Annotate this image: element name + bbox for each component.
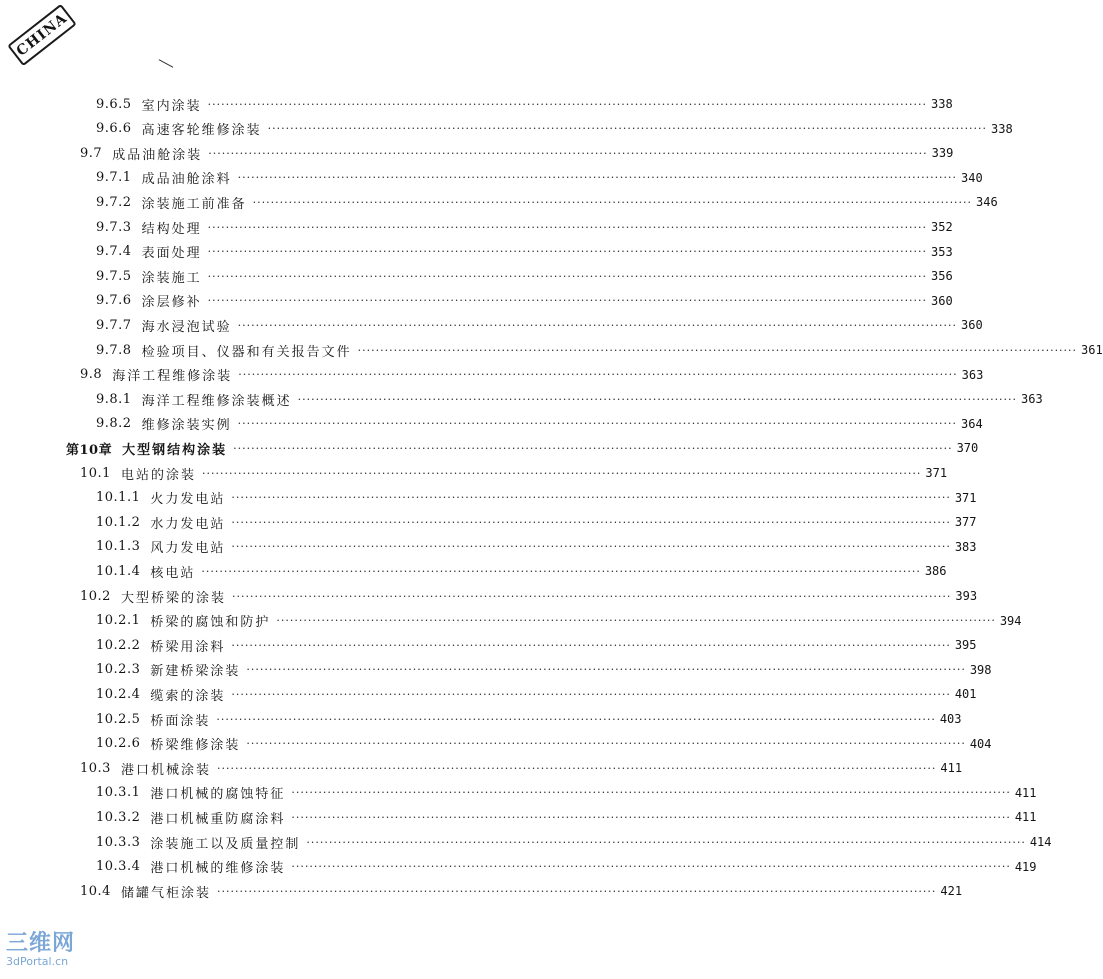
toc-entry	[96, 217, 953, 237]
toc-entry-title: 大型桥梁的涂装	[120, 590, 226, 606]
toc-entry-number: 第10章	[66, 442, 113, 458]
dot-leader: ································································································································································	[276, 614, 996, 628]
toc-entry-title: 涂装施工	[141, 270, 202, 286]
dot-leader: ································································································································································	[297, 392, 1018, 406]
toc-entry-title: 海洋工程维修涂装概述	[141, 393, 292, 409]
toc-entry	[96, 340, 1103, 360]
dot-leader: ································································································································································	[216, 884, 937, 898]
toc-entry	[96, 168, 983, 188]
toc-entry-title: 桥梁维修涂装	[150, 738, 241, 754]
toc-entry-page: 383	[954, 539, 977, 554]
toc-entry-number: 10.2.6	[96, 736, 141, 752]
toc-entry-page: 371	[954, 490, 977, 505]
toc-entry-title: 水力发电站	[150, 516, 226, 532]
toc-entry-page: 377	[954, 515, 977, 530]
toc-entry-number: 10.4	[80, 883, 111, 899]
toc-entry-page: 356	[931, 269, 953, 284]
dot-leader: ································································································································································	[216, 761, 937, 775]
toc-entry-title: 成品油舱涂装	[112, 147, 203, 163]
toc-entry-number: 9.7.5	[96, 268, 132, 284]
toc-entry-title: 涂装施工以及质量控制	[150, 836, 301, 852]
toc-entry	[96, 635, 977, 655]
dot-leader: ································································································································································	[208, 146, 928, 160]
toc-entry	[96, 807, 1037, 827]
toc-entry-number: 9.7.8	[96, 342, 132, 358]
toc-entry-title: 涂层修补	[141, 295, 202, 311]
toc-entry-title: 缆索的涂装	[150, 688, 226, 704]
dot-leader: ································································································································································	[207, 97, 928, 111]
toc-entry-page: 411	[940, 761, 963, 776]
toc-entry-title: 桥面涂装	[150, 713, 211, 729]
toc-entry-number: 10.1.4	[96, 563, 141, 579]
toc-entry-page: 414	[1029, 835, 1052, 849]
toc-entry	[96, 119, 1013, 139]
toc-entry-page: 338	[991, 121, 1013, 136]
toc-entry-number: 9.8.1	[96, 391, 132, 407]
toc-entry	[96, 291, 953, 311]
toc-entry-number: 10.3.2	[96, 809, 141, 825]
toc-entry-title: 室内涂装	[141, 98, 202, 114]
toc-entry-title: 涂装施工前准备	[141, 196, 247, 212]
toc-entry	[96, 242, 953, 262]
watermark-url: 3dPortal.cn	[6, 955, 69, 968]
toc-entry-title: 海洋工程维修涂装	[112, 369, 233, 385]
toc-entry-number: 9.6.5	[96, 96, 132, 112]
toc-entry-page: 395	[954, 638, 977, 653]
toc-entry-title: 桥梁用涂料	[150, 639, 226, 655]
toc-entry-title: 新建桥梁涂装	[150, 664, 241, 680]
toc-entry	[96, 783, 1037, 803]
toc-entry-title: 港口机械的腐蚀特征	[150, 787, 286, 803]
dot-leader: ································································································································································	[201, 466, 922, 480]
toc-entry-page: 371	[925, 466, 948, 480]
dot-leader: ································································································································································	[246, 737, 966, 751]
toc-entry-number: 10.1.2	[96, 514, 141, 530]
toc-entry-title: 港口机械重防腐涂料	[150, 811, 286, 827]
toc-entry	[80, 758, 963, 778]
toc-entry-number: 10.2	[80, 588, 111, 604]
toc-entry-title: 表面处理	[141, 246, 202, 262]
toc-entry-page: 352	[931, 220, 953, 234]
toc-entry-page: 363	[1021, 392, 1043, 407]
toc-entry-number: 9.7.4	[96, 244, 132, 260]
dot-leader: ································································································································································	[207, 220, 928, 234]
toc-entry-title: 港口机械的维修涂装	[150, 861, 286, 877]
toc-entry	[96, 684, 977, 704]
toc-entry-title: 成品油舱涂料	[141, 172, 232, 188]
pen-mark	[159, 59, 174, 67]
toc-entry	[96, 488, 977, 508]
china-stamp: CHINA	[7, 4, 77, 66]
toc-entry-number: 10.3	[80, 760, 111, 776]
dot-leader: ································································································································································	[231, 540, 951, 554]
toc-entry-number: 10.2.3	[96, 662, 141, 678]
toc-entry-title: 火力发电站	[150, 492, 226, 508]
toc-entry	[80, 586, 978, 606]
toc-entry-title: 海水浸泡试验	[141, 319, 232, 335]
dot-leader: ································································································································································	[207, 294, 928, 308]
toc-entry	[80, 365, 984, 385]
dot-leader: ································································································································································	[291, 860, 1011, 874]
dot-leader: ································································································································································	[237, 318, 958, 332]
toc-entry-title: 核电站	[150, 565, 196, 581]
dot-leader: ································································································································································	[237, 417, 958, 431]
dot-leader: ································································································································································	[238, 368, 958, 382]
watermark-logo: 三维网	[6, 931, 76, 956]
toc-entry-title: 大型钢结构涂装	[122, 442, 228, 458]
dot-leader: ································································································································································	[231, 589, 952, 603]
toc-entry	[96, 94, 953, 114]
toc-entry-number: 10.2.1	[96, 613, 141, 629]
dot-leader: ································································································································································	[231, 638, 951, 652]
toc-entry	[96, 537, 977, 557]
toc-entry-page: 421	[940, 884, 963, 899]
toc-entry-page: 370	[956, 441, 979, 456]
dot-leader: ································································································································································	[267, 122, 988, 136]
toc-entry-page: 346	[976, 195, 998, 210]
toc-entry-title: 风力发电站	[150, 541, 226, 557]
toc-entry	[80, 881, 963, 901]
dot-leader: ································································································································································	[291, 810, 1011, 824]
toc-entry-title: 储罐气柜涂装	[120, 885, 211, 901]
toc-entry	[96, 315, 983, 335]
toc-entry	[96, 857, 1037, 877]
toc-entry-number: 10.1.1	[96, 490, 141, 506]
toc-entry-number: 10.2.5	[96, 711, 141, 727]
watermark	[6, 926, 75, 968]
toc-entry-title: 结构处理	[141, 221, 202, 237]
toc-entry	[96, 734, 992, 754]
toc-entry-page: 338	[931, 97, 953, 111]
dot-leader: ································································································································································	[207, 269, 928, 283]
toc-entry	[96, 611, 1022, 631]
toc-entry-number: 10.2.2	[96, 637, 141, 653]
toc-entry	[66, 438, 979, 458]
dot-leader: ································································································································································	[237, 171, 958, 185]
toc-entry-page: 363	[961, 367, 984, 382]
toc-entry-number: 10.2.4	[96, 686, 141, 702]
toc-entry-number: 9.7.7	[96, 317, 132, 333]
toc-entry-title: 桥梁的腐蚀和防护	[150, 615, 271, 631]
toc-entry-number: 10.3.3	[96, 834, 141, 850]
toc-entry-title: 高速客轮维修涂装	[141, 123, 262, 139]
toc-entry-page: 353	[931, 244, 953, 259]
toc-entry-page: 393	[955, 589, 978, 603]
toc-entry	[96, 389, 1043, 409]
toc-entry-number: 9.8.2	[96, 416, 132, 432]
toc-entry-number: 10.1.3	[96, 539, 141, 555]
toc-entry	[96, 414, 983, 434]
dot-leader: ································································································································································	[207, 245, 928, 259]
toc-entry-title: 电站的涂装	[120, 467, 196, 483]
toc-entry-number: 9.8	[80, 367, 103, 383]
toc-entry-number: 9.7	[80, 145, 103, 161]
toc-entry-number: 10.3.4	[96, 859, 141, 875]
dot-leader: ································································································································································	[357, 343, 1078, 357]
toc-entry	[96, 832, 1052, 852]
toc-entry-number: 9.7.6	[96, 293, 132, 309]
dot-leader: ································································································································································	[306, 835, 1026, 849]
toc-entry	[80, 463, 948, 483]
toc-entry-page: 398	[969, 662, 992, 677]
toc-entry	[96, 512, 977, 532]
toc-entry	[96, 561, 947, 581]
toc-entry-number: 9.7.2	[96, 194, 132, 210]
dot-leader: ································································································································································	[231, 687, 951, 701]
dot-leader: ································································································································································	[291, 786, 1011, 800]
toc-entry-page: 360	[931, 293, 953, 308]
toc-entry-page: 404	[969, 736, 992, 751]
toc-entry-number: 9.7.3	[96, 219, 132, 235]
toc-entry-page: 339	[931, 146, 954, 161]
toc-entry-page: 386	[924, 564, 947, 579]
dot-leader: ································································································································································	[246, 663, 966, 677]
toc-entry-page: 411	[1014, 785, 1037, 800]
dot-leader: ································································································································································	[231, 491, 951, 505]
toc-entry-page: 403	[939, 712, 962, 726]
dot-leader: ································································································································································	[252, 195, 973, 209]
toc-entry-number: 9.6.6	[96, 121, 132, 137]
toc-entry-number: 10.1	[80, 465, 111, 481]
dot-leader: ································································································································································	[233, 441, 953, 455]
toc-entry	[96, 192, 998, 212]
toc-entry-page: 340	[961, 170, 983, 185]
toc-entry-title: 检验项目、仪器和有关报告文件	[141, 344, 352, 360]
toc-entry-page: 361	[1081, 343, 1103, 357]
toc-entry-page: 419	[1014, 859, 1037, 874]
toc-entry-page: 364	[961, 416, 983, 431]
dot-leader: ································································································································································	[231, 515, 951, 529]
toc-entry	[96, 709, 962, 729]
toc-entry-title: 维修涂装实例	[141, 418, 232, 434]
toc-entry-number: 10.3.1	[96, 785, 141, 801]
dot-leader: ································································································································································	[201, 564, 921, 578]
toc-entry-number: 9.7.1	[96, 170, 132, 186]
toc-entry-page: 394	[999, 613, 1022, 628]
toc-entry-title: 港口机械涂装	[120, 762, 211, 778]
toc-entry-page: 401	[954, 687, 977, 702]
toc-entry	[96, 660, 992, 680]
toc-entry	[80, 143, 954, 163]
dot-leader: ································································································································································	[216, 712, 936, 726]
toc-entry-page: 360	[961, 318, 983, 333]
toc-entry-page: 411	[1014, 810, 1037, 825]
toc-entry	[96, 266, 953, 286]
